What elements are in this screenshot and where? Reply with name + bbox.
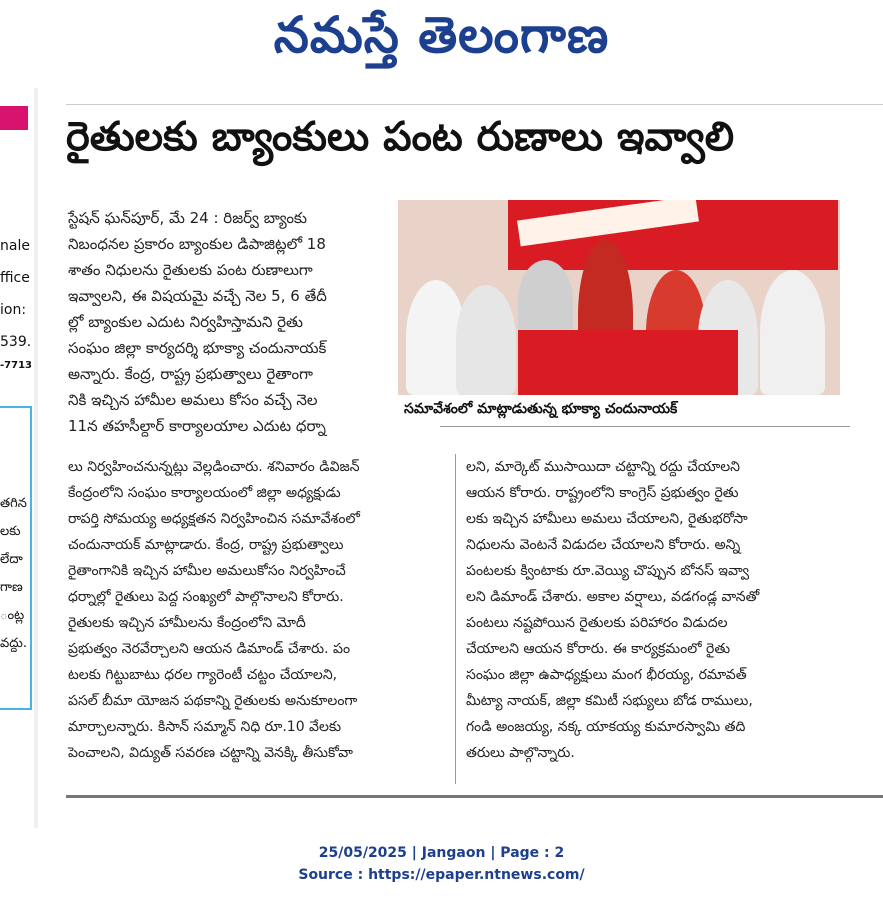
article-column-2 [466,454,759,766]
text-line: లకు ఇచ్చిన హామీలు అమలు చేయాలని, రైతుభరోసా [466,511,748,527]
text-line: చందునాయక్ మాట్లాడారు. కేంద్ర, రాష్ట్ర ప్రభుత్వాలు [68,537,344,553]
text-line: సంఘం జిల్లా కార్యదర్శి భూక్యా చందునాయక్ [68,339,327,357]
article-photo [398,200,840,395]
fragment-text: తగిన [0,496,27,511]
text-line: నికి ఇచ్చిన హామీల అమలు కోసం వచ్చే నెల [68,391,318,409]
ad-tag [0,106,28,130]
text-line: శాతం నిధులను రైతులకు పంట రుణాలుగా [68,261,313,279]
article-headline: రైతులకు బ్యాంకులు పంట రుణాలు ఇవ్వాలి [66,114,735,160]
adjacent-column-fragment [0,88,38,828]
text-line: లని, మార్కెట్ ముసాయిదా చట్టాన్ని రద్దు చేయాలని [466,459,740,475]
text-line: చేయాలని ఆయన కోరారు. ఈ కార్యక్రమంలో రైతు [466,641,731,657]
fragment-text: లేదా [0,552,23,567]
text-line: నిధులను వెంటనే విడుదల చేయాలని కోరారు. అన్ని [466,537,741,553]
text-line: స్టేషన్ ఘన్‌పూర్, మే 24 : రిజర్వ్ బ్యాంకు [68,209,307,227]
newspaper-clip [0,88,883,828]
fragment-text: ffice [0,270,30,286]
photo-person [518,260,573,340]
text-line: రైతులకు ఇచ్చిన హామీలను కేంద్రంలోని మోదీ [68,615,306,631]
footer-date-line: 25/05/2025 | Jangaon | Page : 2 [318,845,565,861]
text-line: పసల్ బీమా యోజన పథకాన్ని రైతులకు అనుకూలంగా [68,693,358,709]
fragment-text: గాణ [0,580,23,595]
fragment-text: 539. [0,334,32,350]
text-line: లని డిమాండ్ చేశారు. అకాల వర్షాలు, వడగండ్ల వానతో [466,589,760,605]
fragment-text: లకు [0,524,21,539]
photo-person [456,285,516,395]
text-line: కేంద్రంలోని సంఘం కార్యాలయంలో జిల్లా అధ్యక్షుడు [68,485,341,501]
fragment-text: ion: [0,302,27,318]
bottom-rule [66,795,883,798]
photo-table [518,330,738,395]
fragment-text: nale [0,238,30,254]
text-line: పంటలు నష్టపోయిన రైతులకు పరిహారం విడుదల [466,615,728,631]
text-line: గండి అంజయ్య, నక్క యాకయ్య కుమారస్వామి తది [466,719,746,735]
fragment-text: -7713 [0,360,32,371]
text-line: ఆయన కోరారు. రాష్ట్రంలోని కాంగ్రెస్ ప్రభుత్వం రైతు [466,485,739,501]
text-line: పంటలకు క్వింటాకు రూ.వెయ్యి చొప్పున బోనస్ ఇవ్వా [466,563,750,579]
text-line: తరులు పాల్గొన్నారు. [466,745,575,761]
text-line: ప్రభుత్వం నెరవేర్చాలని ఆయన డిమాండ్ చేశారు. పం [68,641,351,657]
masthead [0,0,883,78]
text-line: ఇవ్వాలని, ఈ విషయమై వచ్చే నెల 5, 6 తేదీ [68,287,327,305]
text-line: మార్చాలన్నారు. కిసాన్ సమ్మాన్ నిధి రూ.10 వేలకు [68,719,342,735]
column-rule [455,454,456,784]
newspaper-title: నమస్తే తెలంగాణ [273,6,610,64]
text-line: 11న తహసీల్దార్ కార్యాలయాల ఎదుట ధర్నా [68,417,326,435]
fragment-text: ంట్ల [0,608,25,623]
text-line: రైతాంగానికి ఇచ్చిన హామీల అమలుకోసం నిర్వహించే [68,563,346,579]
page-footer [0,842,883,886]
footer-source-line: Source : https://epaper.ntnews.com/ [298,867,585,883]
text-line: ల్లో బ్యాంకుల ఎదుట నిర్వహిస్తామని రైతు [68,313,303,331]
article-column-1-bottom [68,454,360,766]
text-line: మీట్యా నాయక్, జిల్లా కమిటీ సభ్యులు బోడ రాములు, [466,693,753,709]
photo-person [760,270,825,395]
photo-caption: సమావేశంలో మాట్లాడుతున్న భూక్యా చందునాయక్ [404,401,678,417]
text-line: సంఘం జిల్లా ఉపాధ్యక్షులు మంగ భీరయ్య, రమావత్ [466,667,747,683]
top-divider [66,104,883,105]
caption-rule [440,426,850,427]
text-line: టలకు గిట్టుబాటు ధరల గ్యారెంటీ చట్టం చేయాలని, [68,667,338,683]
text-line: నిబంధనల ప్రకారం బ్యాంకుల డిపాజిట్లలో 18 [68,235,326,253]
text-line: అన్నారు. కేంద్ర, రాష్ట్ర ప్రభుత్వాలు రైతాంగా [68,365,313,383]
text-line: రాపర్తి సోమయ్య అధ్యక్షతన నిర్వహించిన సమావేశంలో [68,511,360,527]
article-column-1-top [68,205,327,439]
fragment-text: వద్దు. [0,636,28,651]
text-line: లు నిర్వహించనున్నట్లు వెల్లడించారు. శనివారం డివిజన్ [68,459,360,475]
text-line: ధర్నాల్లో రైతులు పెద్ద సంఖ్యలో పాల్గొనాలని కోరారు. [68,589,344,605]
text-line: పెంచాలని, విద్యుత్ సవరణ చట్టాన్ని వెనక్కి తీసుకోవా [68,745,353,761]
